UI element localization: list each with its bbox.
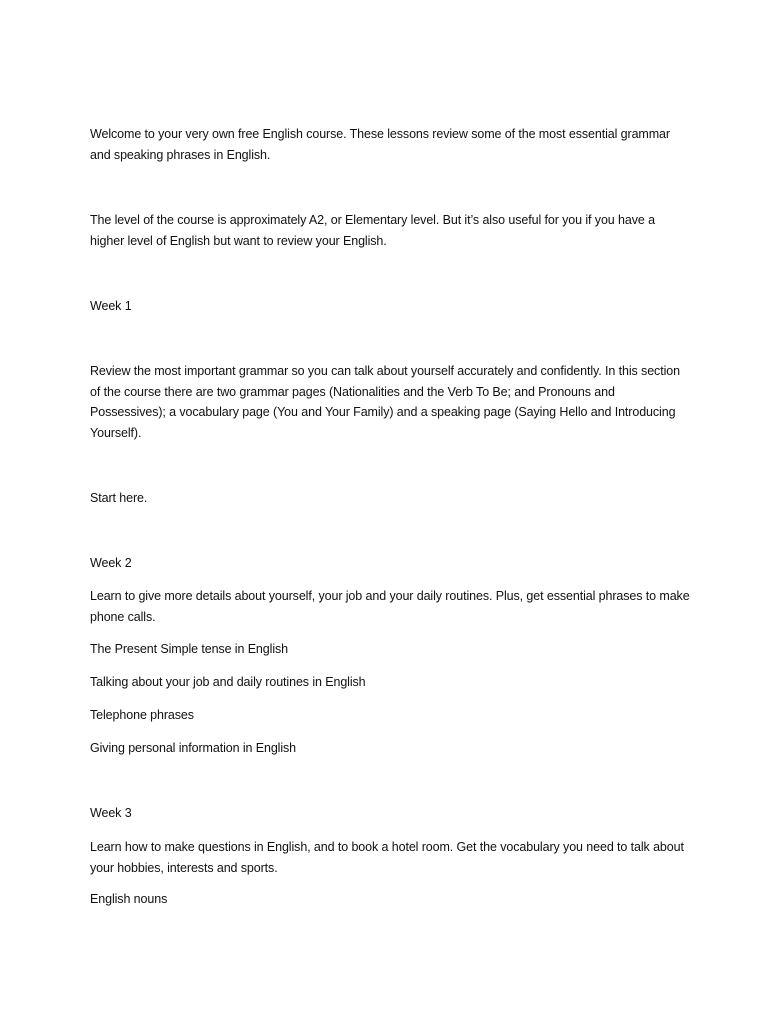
week2-link-telephone[interactable]: Telephone phrases (90, 708, 194, 722)
week2-description: Learn to give more details about yourself, your job and your daily routines. Plus, get essential phrases to make phone calls. (90, 589, 690, 624)
intro-paragraph: Welcome to your very own free English course. These lessons review some of the most essential grammar and speaking phrases in English. (90, 127, 670, 162)
week2-link-job-routines[interactable]: Talking about your job and daily routines in English (90, 675, 366, 689)
week1-heading: Week 1 (90, 299, 132, 313)
week2-link-present-simple[interactable]: The Present Simple tense in English (90, 642, 288, 656)
start-here-link[interactable]: Start here. (90, 491, 148, 505)
week2-heading: Week 2 (90, 556, 132, 570)
week1-description: Review the most important grammar so you can talk about yourself accurately and confidently. In this section of the course there are two grammar pages (Nationalities and the Verb To Be; and Pronouns and Possessives); a vocabulary page (You and Your Family) and a speaking page (Saying Hello and Introducing Yourself). (90, 364, 680, 440)
week3-link-nouns[interactable]: English nouns (90, 892, 168, 906)
level-paragraph: The level of the course is approximately A2, or Elementary level. But it’s also useful for you if you have a higher level of English but want to review your English. (90, 213, 655, 248)
week3-heading: Week 3 (90, 806, 132, 820)
week3-description: Learn how to make questions in English, and to book a hotel room. Get the vocabulary you need to talk about your hobbies, interests and sports. (90, 840, 684, 875)
week2-link-personal-info[interactable]: Giving personal information in English (90, 741, 297, 755)
